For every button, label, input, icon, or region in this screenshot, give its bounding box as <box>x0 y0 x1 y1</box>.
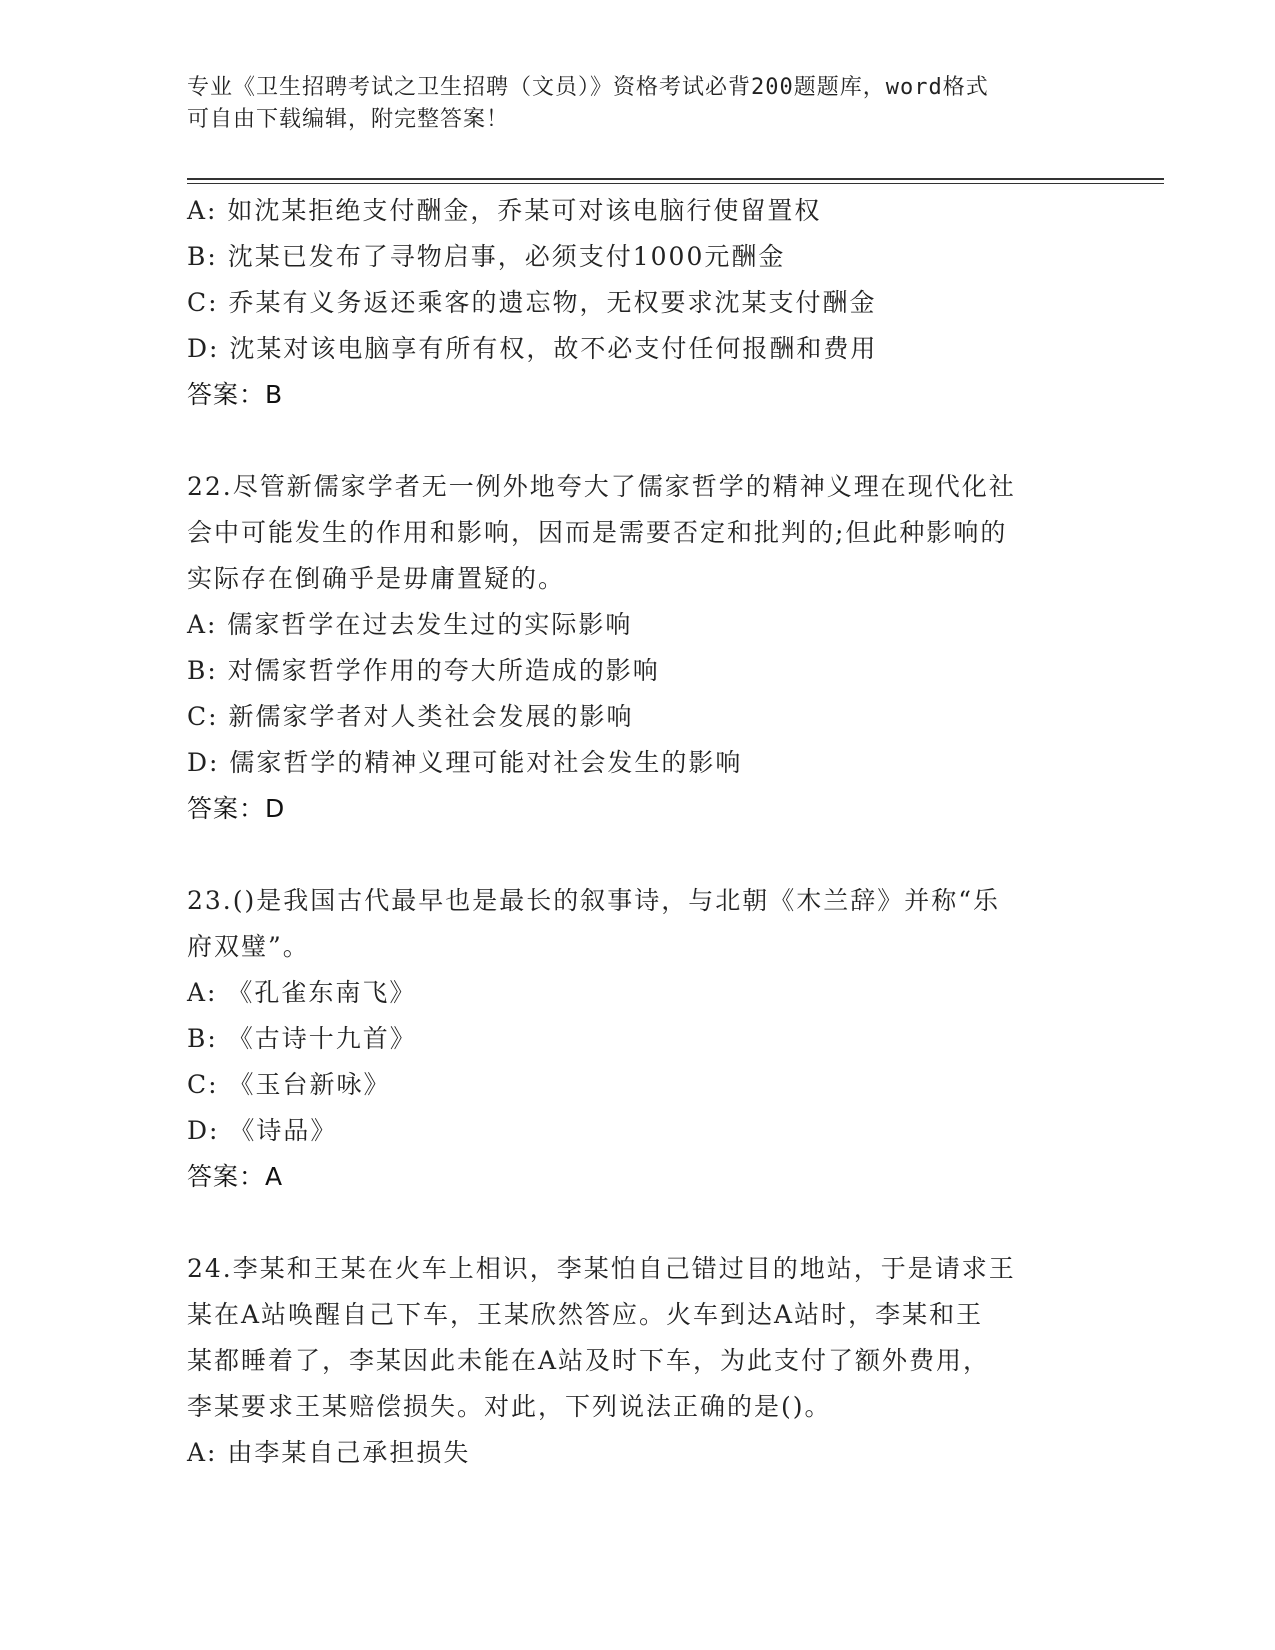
spacer <box>187 832 1087 878</box>
option-b: B: 《古诗十九首》 <box>187 1024 417 1053</box>
answer-line: 答案：A <box>187 1162 284 1191</box>
question-block <box>187 188 1087 418</box>
question-block <box>187 464 1087 832</box>
question-block <box>187 1246 1087 1476</box>
option-b: B: 沈某已发布了寻物启事，必须支付1000元酬金 <box>187 242 786 271</box>
question-list <box>187 188 1087 1476</box>
question-stem-line: 24.李某和王某在火车上相识，李某怕自己错过目的地站，于是请求王 <box>187 1254 1016 1283</box>
question-stem-line: 某都睡着了，李某因此未能在A站及时下车，为此支付了额外费用， <box>187 1346 991 1375</box>
question-block <box>187 878 1087 1200</box>
question-stem-line: 府双璧”。 <box>187 932 310 961</box>
header-divider-thick <box>187 178 1164 180</box>
option-d: D: 沈某对该电脑享有所有权，故不必支付任何报酬和费用 <box>187 334 878 363</box>
question-stem-line: 23.()是我国古代最早也是最长的叙事诗，与北朝《木兰辞》并称“乐 <box>187 886 1001 915</box>
question-stem-line: 实际存在倒确乎是毋庸置疑的。 <box>187 564 566 593</box>
question-stem-line: 李某要求王某赔偿损失。对此，下列说法正确的是()。 <box>187 1392 832 1421</box>
spacer <box>187 1200 1087 1246</box>
header-line-2: 可自由下载编辑，附完整答案！ <box>187 107 510 132</box>
question-stem-line: 会中可能发生的作用和影响，因而是需要否定和批判的;但此种影响的 <box>187 518 1008 547</box>
option-a: A: 如沈某拒绝支付酬金，乔某可对该电脑行使留置权 <box>187 196 822 225</box>
option-c: C: 乔某有义务返还乘客的遗忘物，无权要求沈某支付酬金 <box>187 288 877 317</box>
answer-line: 答案：B <box>187 380 284 409</box>
answer-line: 答案：D <box>187 794 286 823</box>
option-d: D: 《诗品》 <box>187 1116 338 1145</box>
option-a: A: 由李某自己承担损失 <box>187 1438 471 1467</box>
option-c: C: 《玉台新咏》 <box>187 1070 391 1099</box>
question-stem-line: 22.尽管新儒家学者无一例外地夸大了儒家哲学的精神义理在现代化社 <box>187 472 1016 501</box>
option-d: D: 儒家哲学的精神义理可能对社会发生的影响 <box>187 748 743 777</box>
option-c: C: 新儒家学者对人类社会发展的影响 <box>187 702 634 731</box>
option-a: A: 儒家哲学在过去发生过的实际影响 <box>187 610 633 639</box>
header-line-1: 专业《卫生招聘考试之卫生招聘（文员）》资格考试必背200题题库，word格式 <box>187 75 989 100</box>
spacer <box>187 418 1087 464</box>
option-a: A: 《孔雀东南飞》 <box>187 978 417 1007</box>
page-header <box>187 72 1087 136</box>
option-b: B: 对儒家哲学作用的夸大所造成的影响 <box>187 656 660 685</box>
question-stem-line: 某在A站唤醒自己下车，王某欣然答应。火车到达A站时，李某和王 <box>187 1300 984 1329</box>
header-divider-thin <box>187 183 1164 184</box>
